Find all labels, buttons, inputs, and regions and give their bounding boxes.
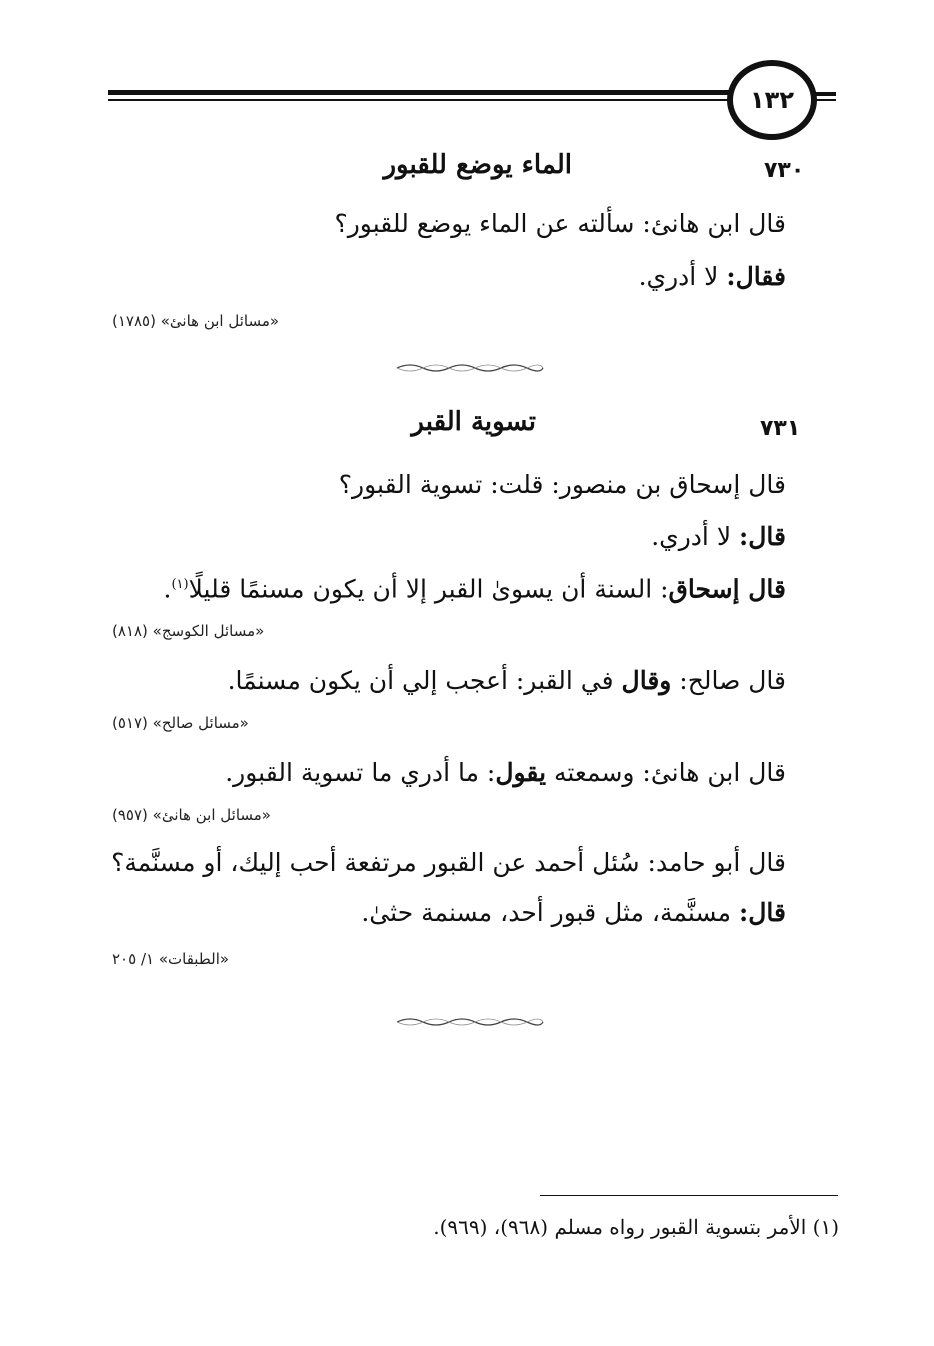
- entry-title: تسوية القبر: [411, 407, 536, 437]
- source-citation: «مسائل ابن هانئ» (٩٥٧): [112, 806, 271, 824]
- text-span: قال ابن هانئ: وسمعته: [546, 758, 786, 787]
- speaker-label: قال:: [739, 898, 786, 927]
- divider-ornament: [395, 362, 545, 374]
- footnote-rule: [540, 1195, 838, 1196]
- page-number-badge: [727, 60, 817, 140]
- divider-ornament: [395, 1016, 545, 1028]
- speaker-label: قال:: [739, 522, 786, 551]
- text-line: قال إسحاق: السنة أن يسوىٰ القبر إلا أن يكون مسنمًا قليلًا$^{(١)}$.: [163, 574, 786, 604]
- source-citation: «مسائل ابن هانئ» (١٧٨٥): [112, 312, 280, 330]
- footnote: (١) الأمر بتسوية القبور رواه مسلم (٩٦٨)، (٩٦٩).: [433, 1215, 839, 1239]
- text-line: قال إسحاق بن منصور: قلت: تسوية القبور؟: [338, 470, 786, 499]
- answer-text: لا أدري.: [651, 522, 740, 551]
- entry-number: ٧٣١: [760, 416, 801, 441]
- speaker-label: وقال: [621, 666, 672, 695]
- text-span: في القبر: أعجب إلي أن يكون مسنمًا.: [227, 666, 622, 695]
- entry-title: الماء يوضع للقبور: [383, 150, 572, 180]
- entry-number: ٧٣٠: [764, 158, 805, 183]
- answer-text: مسنَّمة، مثل قبور أحد، مسنمة حثىٰ.: [361, 898, 740, 927]
- text-line: قال أبو حامد: سُئل أحمد عن القبور مرتفعة أحب إليك، أو مسنَّمة؟: [111, 848, 786, 877]
- text-line: قال ابن هانئ: سألته عن الماء يوضع للقبور؟: [334, 209, 786, 238]
- speaker-label: قال إسحاق: [668, 574, 786, 604]
- text-line: [651, 520, 786, 554]
- header-rule-thin: [108, 99, 730, 101]
- text-line: [225, 756, 786, 790]
- speaker-label: يقول: [495, 758, 547, 787]
- text-line: [639, 260, 786, 294]
- speaker-label: فقال:: [726, 262, 786, 291]
- page-number: ١٣٢: [750, 86, 794, 114]
- answer-text: : السنة أن يسوىٰ القبر إلا أن يكون مسنمًا قليلًا: [188, 574, 669, 604]
- header-rule: [108, 90, 730, 95]
- source-citation: «مسائل الكوسج» (٨١٨): [112, 622, 265, 640]
- text-line: [361, 896, 786, 930]
- answer-text: لا أدري.: [638, 262, 727, 291]
- footnote-ref[interactable]: (١): [171, 577, 189, 592]
- text-span: قال صالح:: [671, 666, 786, 695]
- text-span: : ما أدري ما تسوية القبور.: [225, 758, 496, 787]
- source-citation: «مسائل صالح» (٥١٧): [112, 714, 249, 732]
- source-citation: «الطبقات» ١/ ٢٠٥: [112, 950, 230, 968]
- text-line: [228, 664, 786, 698]
